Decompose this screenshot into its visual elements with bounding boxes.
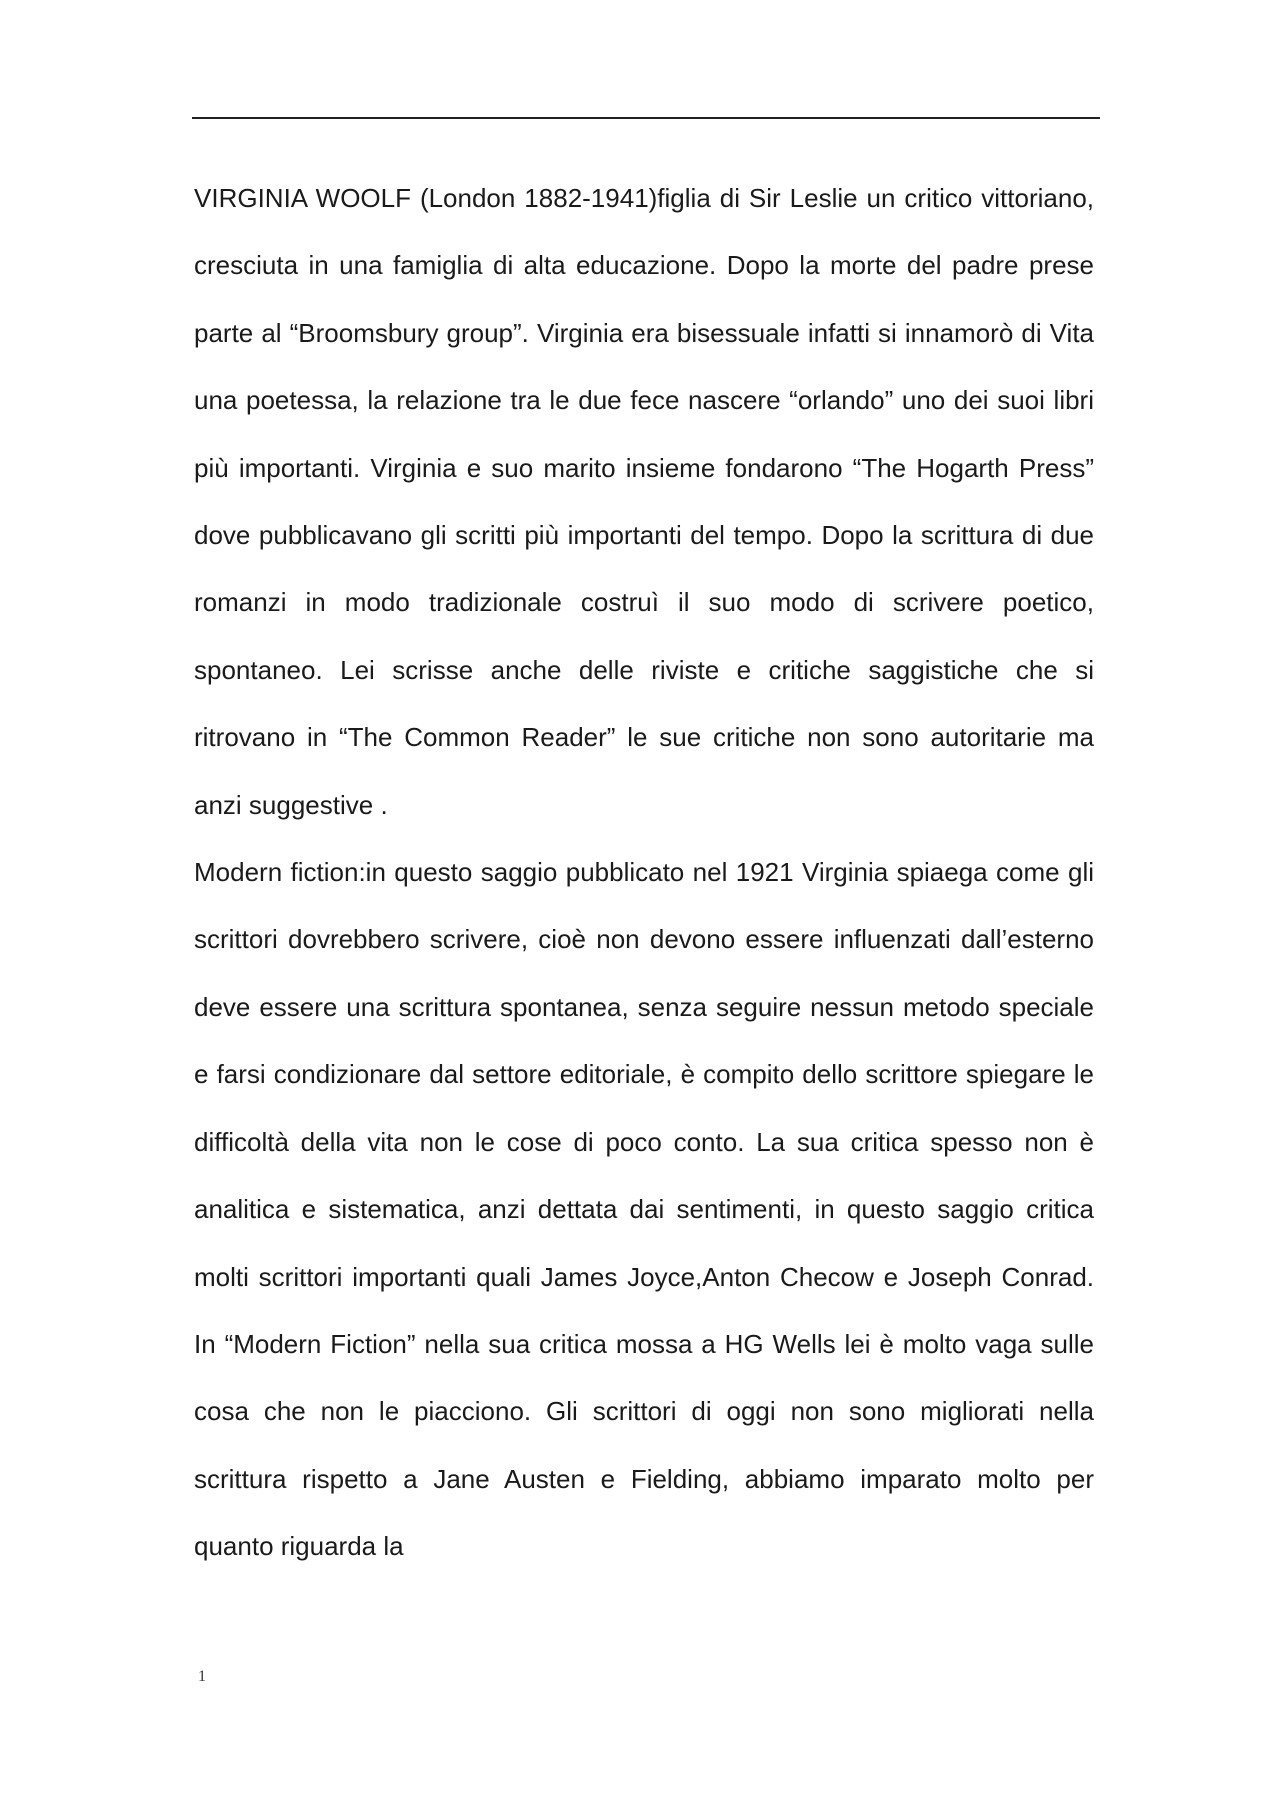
body-text — [194, 165, 1094, 1581]
paragraph-modern-fiction: Modern fiction:in questo saggio pubblicato nel 1921 Virginia spiaega come gli scrittori dovrebbero scrivere, cioè non devono essere influenzati dall’esterno deve essere una scrittura spontanea, senza seguire nessun metodo speciale e farsi condizionare dal settore editoriale, è compito dello scrittore spiegare le difficoltà della vita non le cose di poco conto. La sua critica spesso non è analitica e sistematica, anzi dettata dai sentimenti, in questo saggio critica molti scrittori importanti quali James Joyce,Anton Checow e Joseph Conrad. In “Modern Fiction” nella sua critica mossa a HG Wells lei è molto vaga sulle cosa che non le piacciono. Gli scrittori di oggi non sono migliorati nella scrittura rispetto a Jane Austen e Fielding, abbiamo imparato molto per quanto riguarda la — [194, 857, 1094, 1562]
paragraph-biography: VIRGINIA WOOLF (London 1882-1941)figlia di Sir Leslie un critico vittoriano, cresciuta in una famiglia di alta educazione. Dopo la morte del padre prese parte al “Broomsbury group”. Virginia era bisessuale infatti si innamorò di Vita una poetessa, la relazione tra le due fece nascere “orlando” uno dei suoi libri più importanti. Virginia e suo marito insieme fondarono “The Hogarth Press” dove pubblicavano gli scritti più importanti del tempo. Dopo la scrittura di due romanzi in modo tradizionale costruì il suo modo di scrivere poetico, spontaneo. Lei scrisse anche delle riviste e critiche saggistiche che si ritrovano in “The Common Reader” le sue critiche non sono autoritarie ma anzi suggestive . — [194, 183, 1094, 820]
header-rule — [192, 117, 1100, 119]
page-number: 1 — [198, 1668, 206, 1685]
